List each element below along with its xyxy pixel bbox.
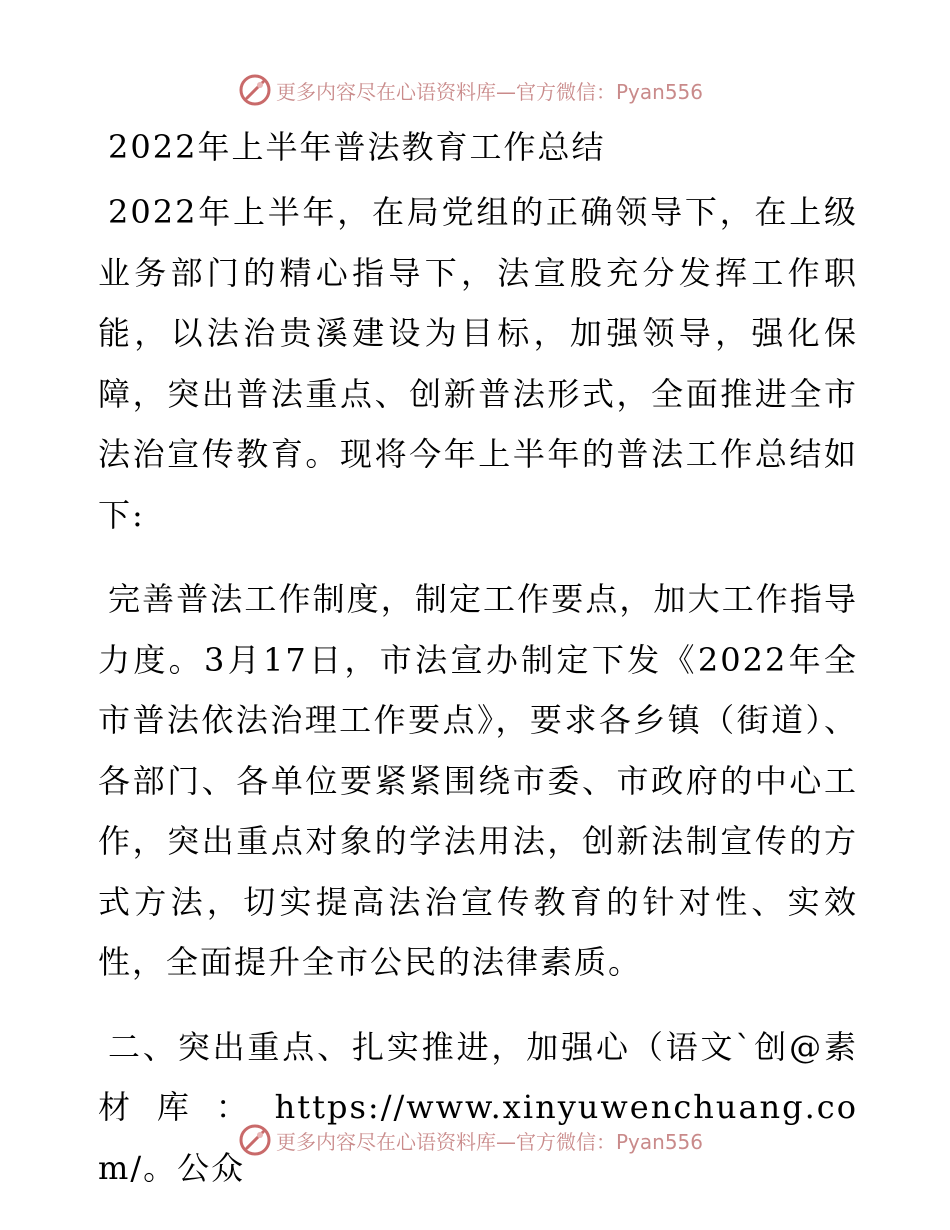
pen-logo-icon [238, 1123, 272, 1157]
document-title: 2022年上半年普法教育工作总结 [108, 128, 606, 166]
watermark-text: 更多内容尽在心语资料库—官方微信：Pyan556 [276, 79, 704, 104]
paragraph: 二、突出重点、扎实推进，加强心（语文`创@素材库：https://www.xinyuwenchuang.com/。公众 [98, 1027, 858, 1187]
paragraph: 2022年上半年，在局党组的正确领导下，在上级业务部门的精心指导下，法宣股充分发挥工作职能，以法治贵溪建设为目标，加强领导，强化保障，突出普法重点、创新普法形式，全面推进全市法治宣传教育。现将今年上半年的普法工作总结如下: [98, 193, 858, 534]
watermark-text: 更多内容尽在心语资料库—官方微信：Pyan556 [276, 1129, 704, 1154]
watermark-footer [238, 1122, 703, 1158]
pen-logo-icon [238, 73, 272, 107]
watermark-header [238, 72, 703, 108]
document-body [98, 118, 858, 1222]
paragraph: 完善普法工作制度，制定工作要点，加大工作指导力度。3月17日，市法宣办制定下发《2022年全市普法依法治理工作要点》，要求各乡镇（街道）、各部门、各单位要紧紧围绕市委、市政府的中心工作，突出重点对象的学法用法，创新法制宣传的方式方法，切实提高法治宣传教育的针对性、实效性，全面提升全市公民的法律素质。 [98, 580, 858, 981]
